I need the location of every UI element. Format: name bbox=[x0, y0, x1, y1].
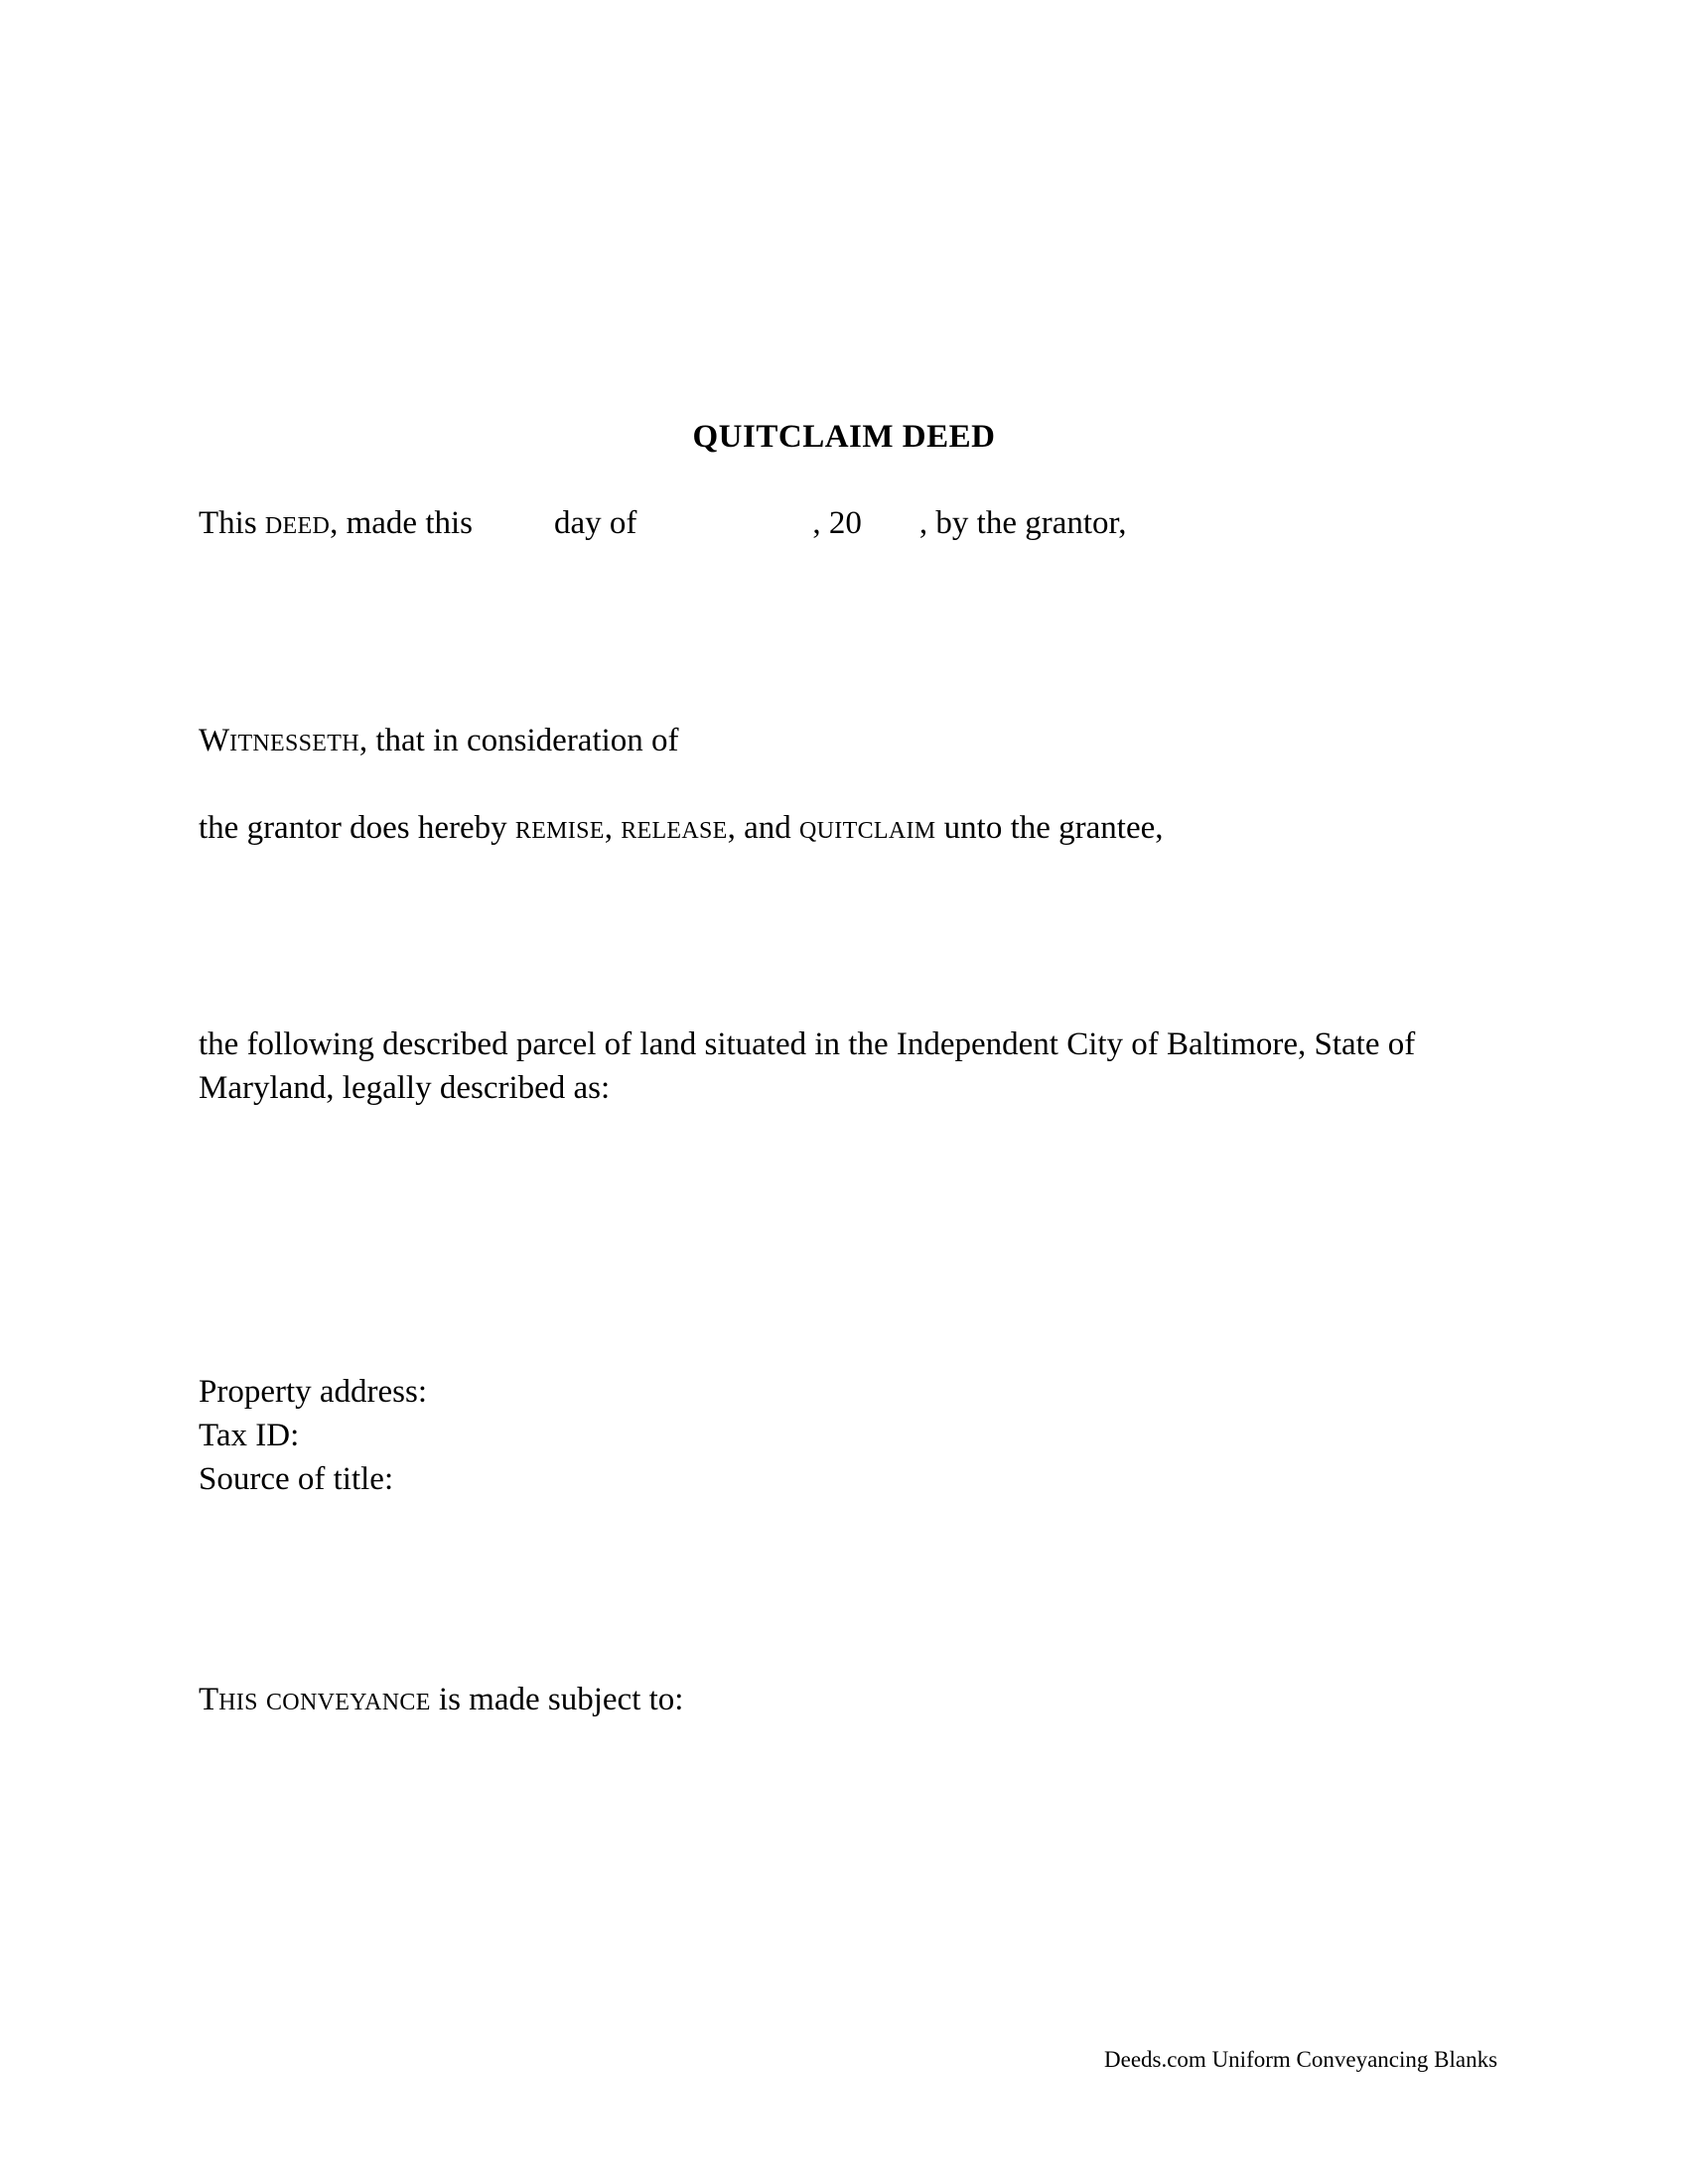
grant-prefix: the grantor does hereby bbox=[199, 810, 515, 846]
footer-text: Deeds.com Uniform Conveyancing Blanks bbox=[1104, 2047, 1498, 2072]
grant-and: , and bbox=[727, 810, 800, 846]
opening-made-this: , made this bbox=[330, 505, 474, 541]
source-of-title-label: Source of title: bbox=[199, 1461, 394, 1497]
conveyance-this-rest: HIS bbox=[218, 1690, 258, 1715]
parcel-line-1: the following described parcel of land situated in the Independent City of Baltimore, State of bbox=[199, 1026, 1416, 1062]
opening-day-of: day of bbox=[554, 505, 637, 541]
witnesseth-rest: ITNESSETH bbox=[229, 731, 359, 756]
witnesseth-consideration: , that in consideration of bbox=[358, 723, 679, 758]
opening-by-grantor: , by the grantor, bbox=[918, 505, 1127, 541]
property-address-label: Property address: bbox=[199, 1374, 428, 1410]
grant-release: RELEASE bbox=[621, 818, 728, 844]
witnesseth-line bbox=[199, 719, 679, 765]
document-title: QUITCLAIM DEED bbox=[692, 419, 996, 455]
conveyance-word: CONVEYANCE bbox=[266, 1690, 431, 1715]
parcel-line-2: Maryland, legally described as: bbox=[199, 1070, 611, 1106]
grant-line bbox=[199, 806, 1164, 853]
grant-remise: REMISE bbox=[514, 818, 605, 844]
tax-id-label: Tax ID: bbox=[199, 1418, 300, 1453]
opening-deed-word: DEED bbox=[264, 513, 331, 539]
grant-comma: , bbox=[604, 810, 622, 846]
conveyance-initial: T bbox=[199, 1682, 219, 1717]
opening-line bbox=[199, 501, 1126, 548]
grant-suffix: unto the grantee, bbox=[935, 810, 1164, 846]
grant-quitclaim: QUITCLAIM bbox=[799, 818, 936, 844]
witnesseth-initial: W bbox=[199, 723, 230, 758]
conveyance-line bbox=[199, 1678, 683, 1724]
conveyance-subject: is made subject to: bbox=[430, 1682, 684, 1717]
opening-year-prefix: , 20 bbox=[812, 505, 862, 541]
opening-this: This bbox=[199, 505, 257, 541]
